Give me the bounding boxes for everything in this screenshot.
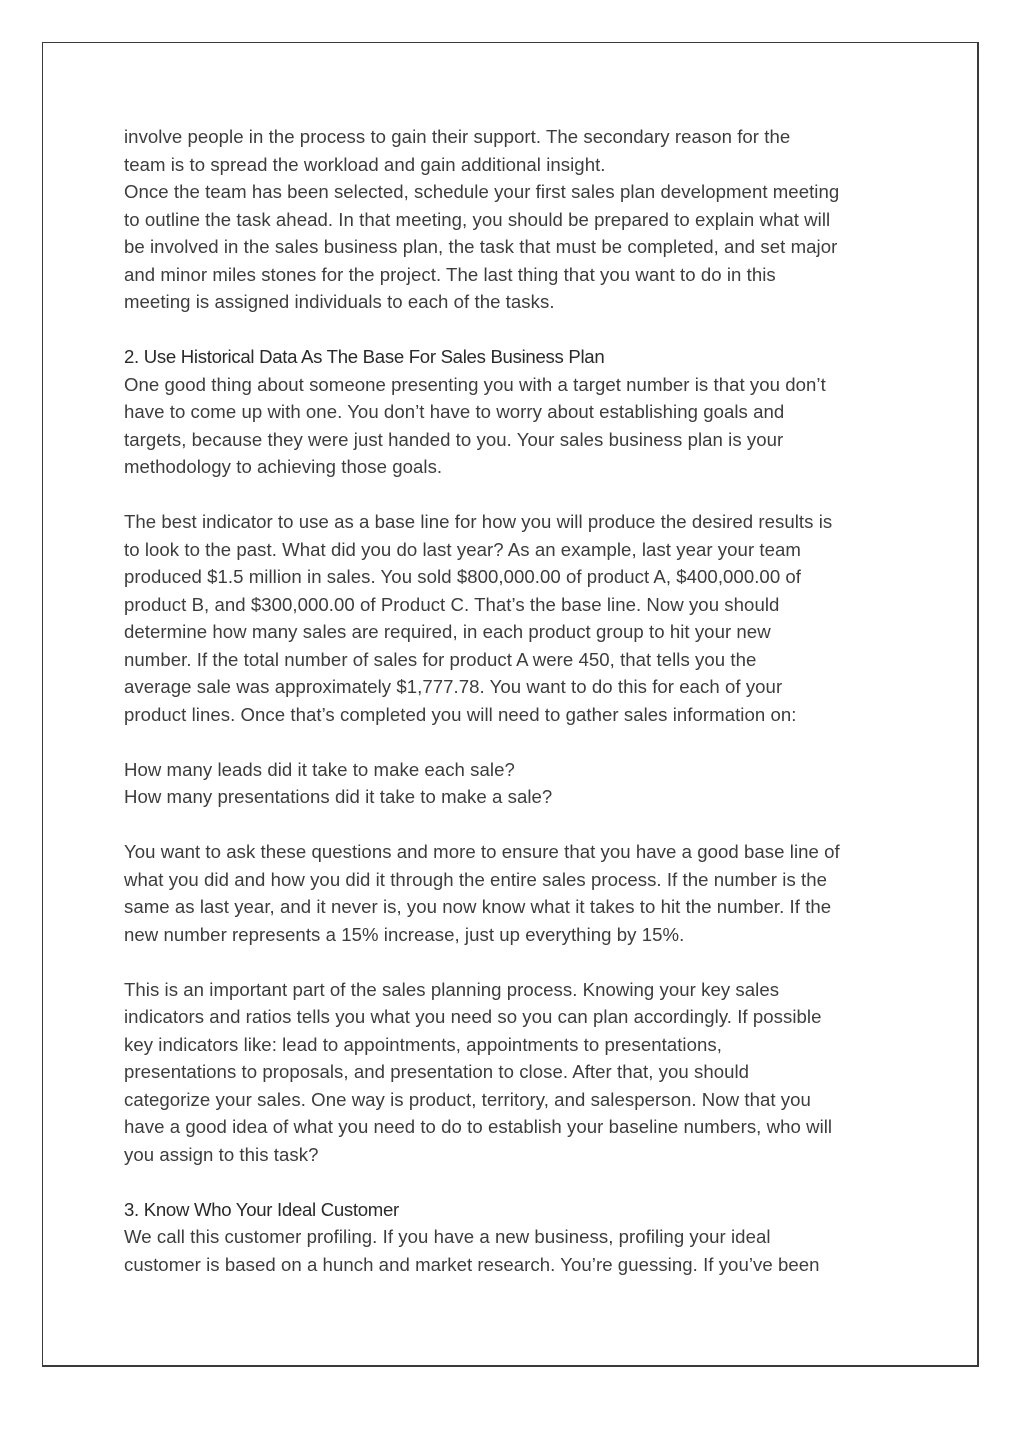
document-body [124, 123, 914, 1278]
paragraph-spacer [124, 948, 914, 976]
text-line: to look to the past. What did you do last year? As an example, last year your team [124, 538, 801, 560]
text-line: presentations to proposals, and presentation to close. After that, you should [124, 1061, 750, 1082]
paragraph-2d [124, 976, 914, 1169]
text-line: have a good idea of what you need to do to establish your baseline numbers, who will [124, 1116, 833, 1137]
text-line: be involved in the sales business plan, the task that must be completed, and set major [124, 236, 838, 257]
text-line: to outline the task ahead. In that meeting, you should be prepared to explain what will [124, 208, 831, 230]
text-line: involve people in the process to gain their support. The secondary reason for the [124, 126, 791, 147]
text-line: categorize your sales. One way is product, territory, and salesperson. Now that you [124, 1088, 811, 1110]
paragraph-spacer [124, 481, 914, 509]
text-line: product B, and $300,000.00 of Product C. That’s the base line. Now you should [124, 593, 780, 615]
text-line: produced $1.5 million in sales. You sold $800,000.00 of product A, $400,000.00 of [124, 566, 802, 587]
paragraph-2b [124, 508, 914, 728]
paragraph-spacer [124, 1168, 914, 1196]
text-line: number. If the total number of sales for product A were 450, that tells you the [124, 648, 757, 670]
text-line: key indicators like: lead to appointments, appointments to presentations, [124, 1033, 722, 1055]
text-line: You want to ask these questions and more to ensure that you have a good base line of [124, 841, 840, 862]
text-line: what you did and how you did it through the entire sales process. If the number is the [124, 868, 828, 890]
paragraph-spacer [124, 316, 914, 344]
paragraph-spacer [124, 811, 914, 839]
text-line: customer is based on a hunch and market research. You’re guessing. If you’ve been [124, 1253, 820, 1275]
paragraph-2c [124, 838, 914, 948]
text-line: Once the team has been selected, schedule your first sales plan development meeting [124, 181, 840, 202]
section-heading-2: 2. Use Historical Data As The Base For Sales Business Plan [124, 346, 605, 367]
paragraph-intro [124, 123, 914, 316]
question-item: How many leads did it take to make each sale? [124, 758, 515, 780]
text-line: determine how many sales are required, in each product group to hit your new [124, 621, 771, 642]
text-line: The best indicator to use as a base line for how you will produce the desired results is [124, 511, 833, 532]
text-line: targets, because they were just handed to you. Your sales business plan is your [124, 428, 784, 450]
text-line: methodology to achieving those goals. [124, 456, 443, 477]
text-line: same as last year, and it never is, you now know what it takes to hit the number. If the [124, 896, 832, 917]
text-line: you assign to this task? [124, 1143, 319, 1165]
text-line: team is to spread the workload and gain additional insight. [124, 153, 606, 175]
paragraph-2a [124, 371, 914, 481]
text-line: One good thing about someone presenting you with a target number is that you don’t [124, 373, 826, 395]
text-line: indicators and ratios tells you what you need so you can plan accordingly. If possible [124, 1006, 822, 1027]
section-heading-3: 3. Know Who Your Ideal Customer [124, 1198, 399, 1220]
question-item: How many presentations did it take to make a sale? [124, 786, 553, 807]
text-line: have to come up with one. You don’t have to worry about establishing goals and [124, 401, 785, 422]
text-line: We call this customer profiling. If you have a new business, profiling your ideal [124, 1226, 771, 1247]
text-line: This is an important part of the sales planning process. Knowing your key sales [124, 978, 780, 1000]
text-line: product lines. Once that’s completed you will need to gather sales information on: [124, 703, 797, 725]
text-line: meeting is assigned individuals to each of the tasks. [124, 291, 555, 312]
text-line: and minor miles stones for the project. The last thing that you want to do in this [124, 263, 776, 285]
question-list [124, 756, 914, 811]
paragraph-spacer [124, 728, 914, 756]
text-line: new number represents a 15% increase, just up everything by 15%. [124, 923, 685, 945]
paragraph-3a [124, 1223, 914, 1278]
text-line: average sale was approximately $1,777.78. You want to do this for each of your [124, 676, 783, 697]
